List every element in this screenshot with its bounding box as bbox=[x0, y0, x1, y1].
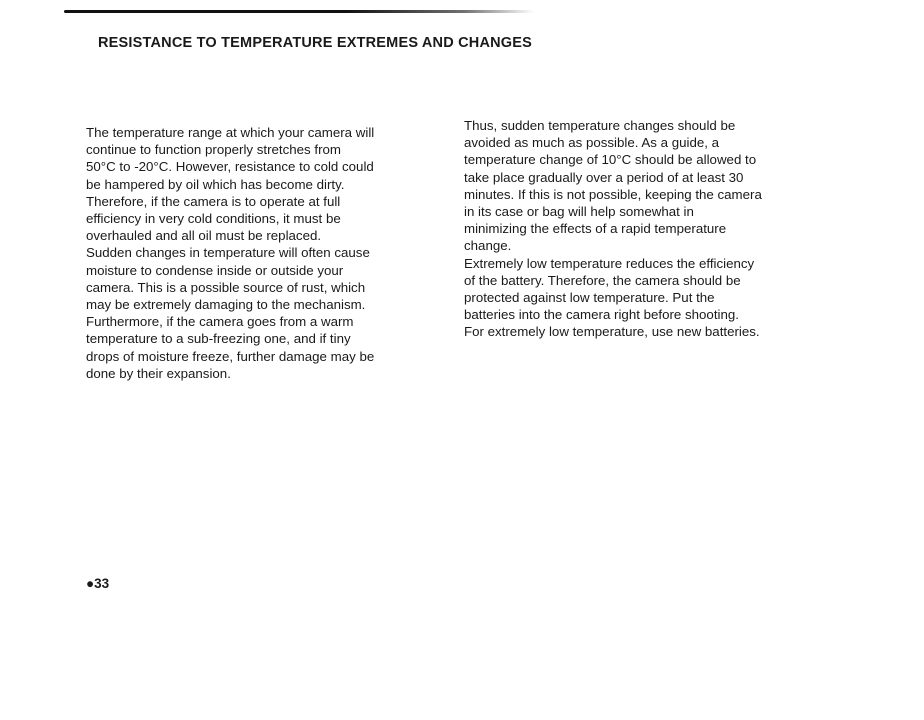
top-rule bbox=[64, 10, 534, 13]
text-line: Extremely low temperature reduces the efficiency bbox=[464, 255, 755, 271]
page-number: ●33 bbox=[86, 576, 110, 591]
text-line: Sudden changes in temperature will often cause bbox=[86, 245, 370, 261]
text-line: The temperature range at which your camera will bbox=[86, 125, 375, 140]
text-line: drops of moisture freeze, further damage may be bbox=[86, 348, 375, 364]
text-line: in its case or bag will help somewhat in bbox=[464, 204, 694, 220]
text-line: take place gradually over a period of at least 30 bbox=[464, 169, 744, 185]
text-line: overhauled and all oil must be replaced. bbox=[86, 228, 322, 244]
text-line: Furthermore, if the camera goes from a warm bbox=[86, 314, 354, 330]
text-line: protected against low temperature. Put the bbox=[464, 290, 715, 306]
text-line: continue to function properly stretches from bbox=[86, 142, 341, 158]
text-line: temperature change of 10°C should be allowed to bbox=[464, 152, 757, 168]
text-line: 50°C to -20°C. However, resistance to cold could bbox=[86, 159, 374, 175]
text-line: efficiency in very cold conditions, it must be bbox=[86, 211, 341, 227]
text-line: of the battery. Therefore, the camera should be bbox=[464, 272, 741, 288]
text-line: temperature to a sub-freezing one, and if tiny bbox=[86, 331, 351, 347]
text-line: done by their expansion. bbox=[86, 365, 231, 381]
text-line: minutes. If this is not possible, keeping the camera bbox=[464, 186, 762, 202]
text-line: be hampered by oil which has become dirty. bbox=[86, 176, 345, 192]
text-line: Therefore, if the camera is to operate at full bbox=[86, 193, 341, 209]
text-line: moisture to condense inside or outside your bbox=[86, 262, 344, 278]
text-line: minimizing the effects of a rapid temperature bbox=[464, 221, 727, 237]
left-column bbox=[86, 124, 446, 382]
right-column bbox=[464, 117, 834, 341]
text-line: change. bbox=[464, 238, 512, 254]
text-line: batteries into the camera right before shooting. bbox=[464, 307, 739, 323]
text-line: Thus, sudden temperature changes should be bbox=[464, 118, 736, 133]
page-title: RESISTANCE TO TEMPERATURE EXTREMES AND CHANGES bbox=[98, 35, 533, 51]
text-line: camera. This is a possible source of rust, which bbox=[86, 279, 366, 295]
text-line: may be extremely damaging to the mechanism. bbox=[86, 297, 366, 313]
text-line: avoided as much as possible. As a guide, a bbox=[464, 135, 720, 151]
text-line: For extremely low temperature, use new batteries. bbox=[464, 324, 760, 340]
